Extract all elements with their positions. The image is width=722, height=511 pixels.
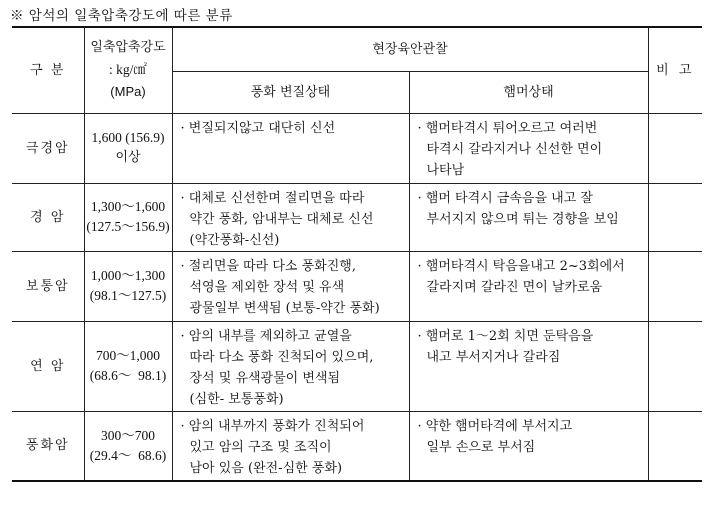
hammer-text: 갈라지며 갈라진 면이 날카로움 (426, 279, 603, 295)
rock-class-cell: 극경암 (12, 113, 84, 183)
table-row (12, 251, 702, 321)
weathering-cell (172, 321, 409, 411)
remarks-cell (648, 321, 702, 411)
header-remarks: 비 고 (648, 27, 702, 113)
strength-cell (84, 251, 172, 321)
weathering-text: · 변질되지않고 대단히 신선 (180, 120, 336, 136)
header-strength-line2: : kg/㎠ (109, 62, 147, 78)
hammer-text: · 햄머 타격시 금속음을 내고 잘 (417, 190, 593, 206)
header-strength-line3: (MPa) (110, 84, 146, 100)
weathering-cell (172, 411, 409, 481)
remarks-cell (648, 183, 702, 251)
strength-value: 300～700 (101, 427, 155, 443)
strength-range: (29.4～ 68.6) (89, 447, 167, 463)
strength-value: 700～1,000 (95, 348, 161, 363)
rock-classification-table (12, 26, 702, 482)
weathering-text: · 암의 내부를 제외하고 균열을 (180, 328, 352, 344)
weathering-text: 약간 풍화, 암내부는 대체로 신선 (189, 211, 374, 227)
strength-cell (84, 183, 172, 251)
weathering-text: 남아 있음 (완전-심한 풍화) (189, 460, 343, 476)
weathering-cell (172, 183, 409, 251)
weathering-text: · 대체로 신선한며 절리면을 따라 (180, 190, 365, 206)
strength-value: 1,600 (156.9) (91, 130, 165, 145)
hammer-cell (409, 251, 648, 321)
strength-value: 1,300～1,600 (90, 199, 166, 214)
weathering-text: · 절리면을 따라 다소 풍화진행, (180, 258, 356, 274)
weathering-text: 따라 다소 풍화 진척되어 있으며, (189, 349, 374, 365)
weathering-text: 광물일부 변색됨 (보통-약간 풍화) (189, 300, 380, 316)
rock-class-cell: 연 암 (12, 321, 84, 411)
weathering-text: (약간풍화-신선) (189, 232, 280, 248)
remarks-cell (648, 251, 702, 321)
strength-range: (68.6～ 98.1) (89, 368, 167, 383)
weathering-text: 있고 암의 구조 및 조직이 (189, 439, 332, 455)
rock-class-cell: 풍화암 (12, 411, 84, 481)
strength-range: (98.1～127.5) (89, 288, 167, 303)
strength-value: 1,000～1,300 (90, 268, 166, 283)
hammer-cell (409, 411, 648, 481)
hammer-text: · 햄머로 1～2회 치면 둔탁음을 (417, 328, 594, 344)
hammer-text: 부서지지 않으며 튀는 경향을 보임 (426, 211, 619, 227)
remarks-cell (648, 113, 702, 183)
strength-cell (84, 321, 172, 411)
hammer-text: · 햄머타격시 튀어오르고 여러번 (417, 120, 598, 136)
table-row (12, 321, 702, 411)
weathering-text: 장석 및 유색광물이 변색됨 (189, 370, 341, 386)
weathering-text: (심한- 보통풍화) (189, 391, 284, 407)
header-strength (84, 27, 172, 113)
hammer-cell (409, 321, 648, 411)
weathering-cell (172, 251, 409, 321)
weathering-cell (172, 113, 409, 183)
header-hammer: 햄머상태 (409, 71, 648, 113)
header-classification: 구 분 (12, 27, 84, 113)
table-row (12, 183, 702, 251)
header-weathering: 풍화 변질상태 (172, 71, 409, 113)
header-strength-line1: 일축압축강도 (90, 40, 166, 56)
hammer-cell (409, 113, 648, 183)
hammer-text: 내고 부서지거나 갈라짐 (426, 349, 561, 365)
hammer-text: 일부 손으로 부서짐 (426, 439, 536, 455)
strength-qualifier: 이상 (115, 150, 141, 165)
header-field-observation: 현장육안관찰 (172, 27, 648, 71)
table-row (12, 113, 702, 183)
table-row (12, 411, 702, 481)
hammer-text: 타격시 갈라지거나 신선한 면이 (426, 141, 603, 157)
table-caption: ※ 암석의 일축압축강도에 따른 분류 (10, 8, 233, 24)
rock-class-cell: 보통암 (12, 251, 84, 321)
strength-cell (84, 411, 172, 481)
hammer-text: 나타남 (426, 162, 465, 178)
strength-cell (84, 113, 172, 183)
weathering-text: · 암의 내부까지 풍화가 진척되어 (180, 418, 365, 434)
weathering-text: 석영을 제외한 장석 및 유색 (189, 279, 345, 295)
hammer-text: · 약한 햄머타격에 부서지고 (417, 418, 573, 434)
hammer-cell (409, 183, 648, 251)
rock-class-cell: 경 암 (12, 183, 84, 251)
remarks-cell (648, 411, 702, 481)
strength-range: (127.5～156.9) (86, 219, 170, 234)
hammer-text: · 햄머타격시 탁음을내고 2~3회에서 (417, 258, 625, 274)
